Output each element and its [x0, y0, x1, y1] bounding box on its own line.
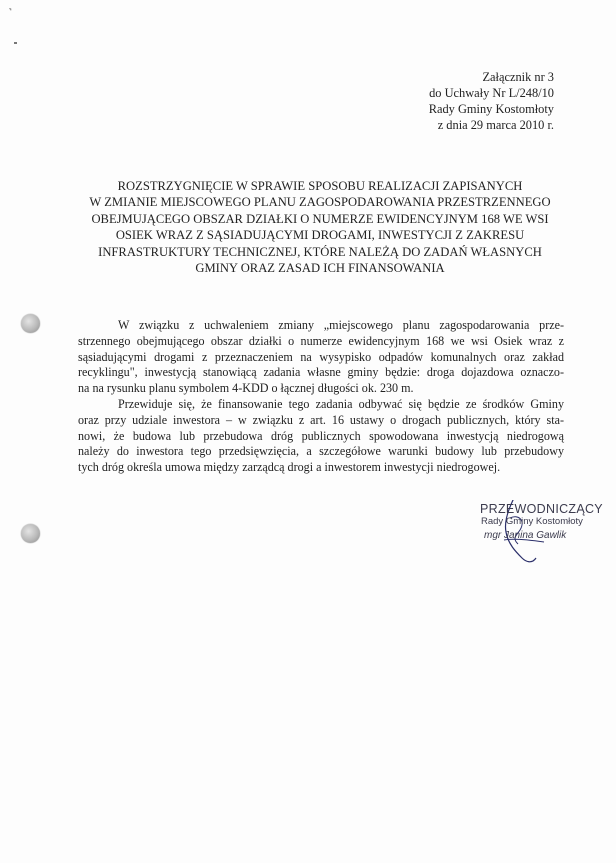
- signature-stamp: [474, 500, 614, 570]
- body-line: recyklingu", inwestycją stanowiącą zadania własne gminy będzie: droga dojazdowa oznaczo-: [78, 365, 564, 380]
- body-line: oraz przy udziale inwestora – w związku z art. 16 ustawy o drogach publicznych, który sta-: [78, 412, 564, 427]
- signature-title: PRZEWODNICZĄCY: [480, 502, 603, 516]
- title-line: INFRASTRUKTURY TECHNICZNEJ, KTÓRE NALEŻĄ DO ZADAŃ WŁASNYCH: [98, 244, 542, 259]
- document-body: [78, 318, 564, 476]
- body-line: Przewiduje się, że finansowanie tego zadania odbywać się będzie ze środków Gminy: [118, 396, 564, 411]
- body-line: nowi, że budowa lub przebudowa dróg publicznych spowodowana inwestycją niedrogową: [78, 428, 564, 443]
- title-line: W ZMIANIE MIEJSCOWEGO PLANU ZAGOSPODAROWANIA PRZESTRZENNEGO: [89, 195, 551, 210]
- body-line: tych dróg określa umowa między zarządcą drogi a inwestorem inwestycji niedrogowej.: [78, 460, 501, 475]
- paragraph-1: [78, 318, 564, 397]
- resolution-number: do Uchwały Nr L/248/10: [429, 86, 554, 100]
- body-line: sąsiadującymi drogami z przeznaczeniem na wysypisko odpadów komunalnych oraz zakład: [78, 349, 564, 364]
- council-name: Rady Gminy Kostomłoty: [428, 102, 554, 116]
- document-title: [70, 178, 570, 276]
- punch-hole-top: [21, 314, 40, 333]
- title-line: GMINY ORAZ ZASAD ICH FINANSOWANIA: [195, 261, 445, 276]
- paragraph-2: [78, 397, 564, 476]
- signature-organization: Rady Gminy Kostomłoty: [481, 516, 583, 527]
- punch-hole-bottom: [21, 524, 40, 543]
- scan-corner-mark: ˺: [8, 5, 13, 20]
- title-line: OSIEK WRAZ Z SĄSIADUJĄCYMI DROGAMI, INWESTYCJI Z ZAKRESU: [115, 228, 525, 243]
- title-line: OBEJMUJĄCEGO OBSZAR DZIAŁKI O NUMERZE EWIDENCYJNYM 168 WE WSI: [91, 211, 549, 226]
- resolution-date: z dnia 29 marca 2010 r.: [437, 118, 554, 132]
- body-line: W związku z uchwaleniem zmiany „miejscowego planu zagospodarowania prze-: [118, 318, 564, 332]
- signature-name: mgr Janina Gawlik: [484, 530, 567, 541]
- body-line: należy do inwestora tego przedsięwzięcia, a szczegółowe warunki budowy lub przebudowy: [78, 444, 564, 459]
- attachment-header: [429, 69, 554, 133]
- body-line: strzennego obejmującego obszar działki o numerze ewidencyjnym 168 we wsi Osiek wraz z: [78, 333, 564, 348]
- scan-corner-dot: [14, 42, 17, 44]
- title-line: ROZSTRZYGNIĘCIE W SPRAWIE SPOSOBU REALIZACJI ZAPISANYCH: [117, 179, 523, 193]
- attachment-number: Załącznik nr 3: [482, 70, 554, 84]
- body-line: na na rysunku planu symbolem 4-KDD o łącznej długości ok. 230 m.: [78, 381, 414, 396]
